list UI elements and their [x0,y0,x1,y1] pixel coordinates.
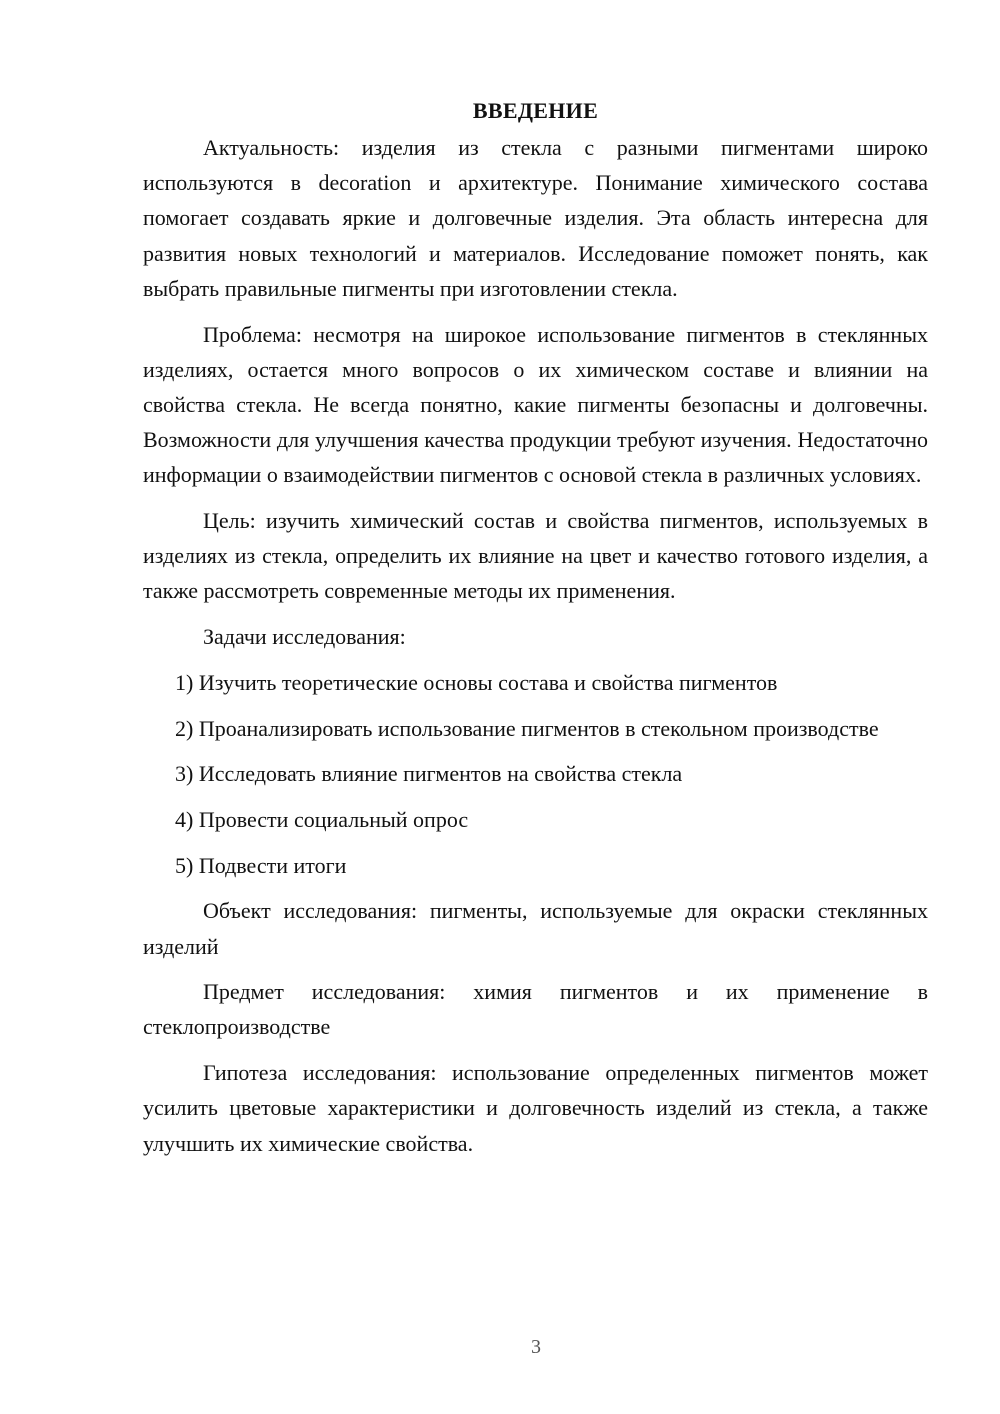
paragraph-goal: Цель: изучить химический состав и свойства пигментов, используемых в изделиях из стекла, определить их влияние на цвет и качество готового изделия, а также рассмотреть современные методы их применения. [143,508,928,604]
paragraph-hypothesis: Гипотеза исследования: использование определенных пигментов может усилить цветовые характеристики и долговечность изделий из стекла, а также улучшить их химические свойства. [143,1060,928,1156]
paragraph-subject: Предмет исследования: химия пигментов и их применение в стеклопроизводстве [143,979,928,1040]
paragraph-object: Объект исследования: пигменты, используемые для окраски стеклянных изделий [143,898,928,959]
list-item: 3) Исследовать влияние пигментов на свойства стекла [175,761,683,787]
page-number: 3 [531,1336,541,1358]
list-item: 1) Изучить теоретические основы состава и свойства пигментов [175,669,778,695]
list-item: 2) Проанализировать использование пигментов в стекольном производстве [175,715,879,741]
paragraph-problem: Проблема: несмотря на широкое использование пигментов в стеклянных изделиях, остается много вопросов о их химическом составе и влиянии на свойства стекла. Не всегда понятно, какие пигменты безопасны и долговечны. Возможности для улучшения качества продукции требуют изучения. Недостаточно информации о взаимодействии пигментов с основой стекла в различных условиях. [143,321,928,488]
list-item: 5) Подвести итоги [175,852,347,878]
paragraph-actuality: Актуальность: изделия из стекла с разными пигментами широко используются в decoration и архитектуре. Понимание химического состава помогает создавать яркие и долговечные изделия. Эта область интересна для развития новых технологий и материалов. Исследование поможет понять, как выбрать правильные пигменты при изготовлении стекла. [143,135,928,301]
tasks-heading: Задачи исследования: [203,624,406,650]
document-page [143,92,928,1161]
list-item: 4) Провести социальный опрос [175,806,469,832]
page-title: ВВЕДЕНИЕ [472,98,599,123]
